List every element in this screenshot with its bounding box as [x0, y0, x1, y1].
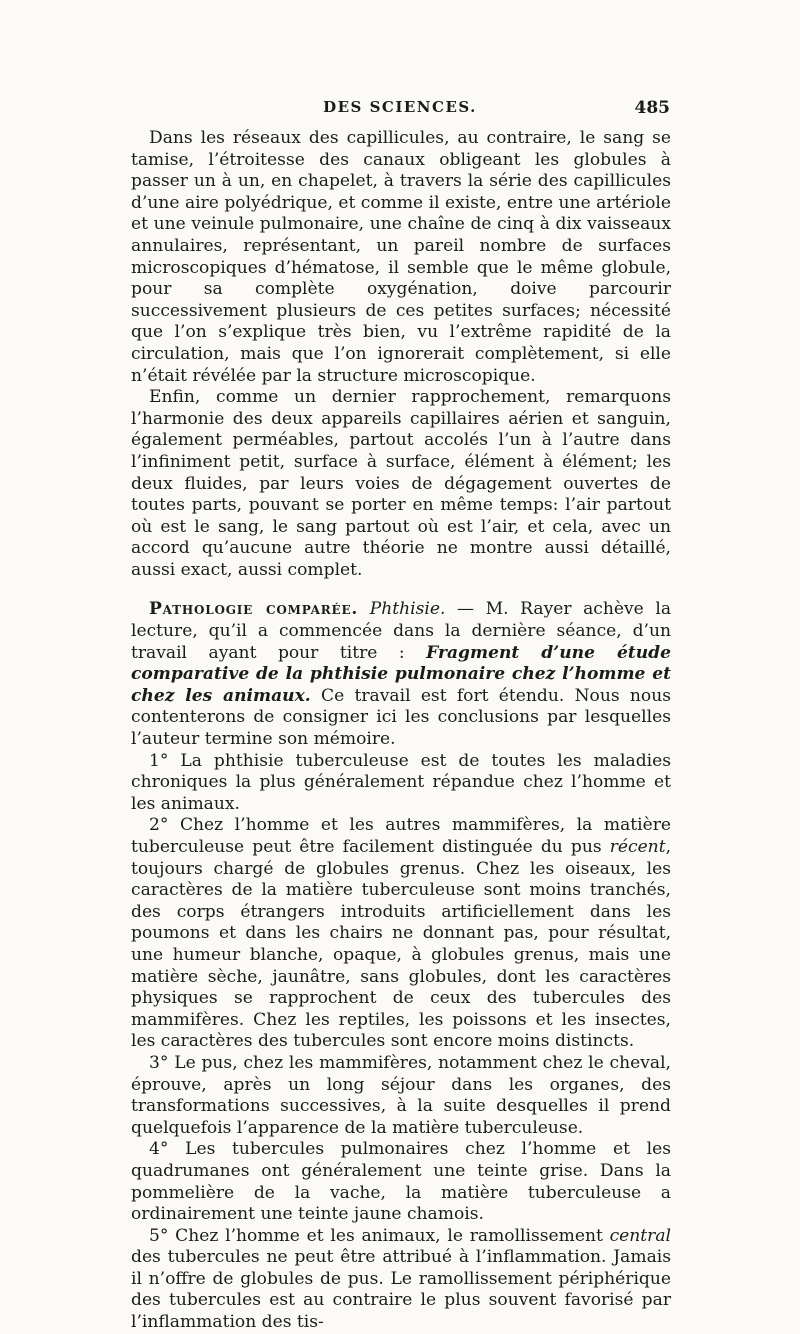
paragraph-harmonie: Enfin, comme un dernier rapprochement, remarquons l’harmonie des deux appareils capillaires aérien et sanguin, également perméables, partout accolés l’un à l’autre dans l’infiniment petit, surface à surface, élément à élément; les deux fluides, par leurs voies de dégagement ouvertes de toutes parts, pouvant se porter en même temps: l’air partout où est le sang, le sang partout où est l’air, et cela, avec un accord qu’aucune autre théorie ne montre aussi détaillé, aussi exact, aussi complet. [131, 387, 671, 580]
conclusion-2-text: 2° Chez l’homme et les autres mammifères, la matière tuberculeuse peut être facilement distinguée du pus [131, 815, 671, 857]
paragraph-capillicules: Dans les réseaux des capillicules, au contraire, le sang se tamise, l’étroitesse des canaux obligeant les globules à passer un à un, en chapelet, à travers la série des capillicules d’une aire polyédrique, et comme il existe, entre une artériole et une veinule pulmonaire, une chaîne de cinq à dix vaisseaux annulaires, représentant, un pareil nombre de surfaces microscopiques d’hématose, il semble que le même globule, pour sa complète oxygénation, doive parcourir successivement plusieurs de ces petites surfaces; nécessité que l’on s’explique très bien, vu l’extrême rapidité de la circulation, mais que l’on ignorerait complètement, si elle n’était révélée par la structure microscopique. [131, 128, 671, 386]
section-intro [131, 599, 671, 750]
conclusion-5-text-end: des tubercules ne peut être attribué à l’inflammation. Jamais il n’offre de globules de pus. Le ramollissement périphérique des tubercules est au contraire le plus souvent favorisé par l’inflammation des tis- [131, 1247, 671, 1333]
page-header [130, 98, 670, 122]
conclusion-4: 4° Les tubercules pulmonaires chez l’homme et les quadrumanes ont généralement une teinte grise. Dans la pommelière de la vache, la matière tuberculeuse a ordinairement une teinte jaune chamois. [131, 1139, 671, 1225]
conclusion-2-emphasis: récent [609, 837, 666, 857]
conclusion-5 [131, 1226, 671, 1334]
page-body [131, 128, 671, 1334]
section-heading: Pathologie comparée. [149, 599, 359, 620]
conclusion-5-emphasis: central [609, 1225, 671, 1246]
page-number: 485 [634, 98, 670, 118]
section-intro-text: — M. Rayer achève la lecture, qu’il a commencée dans la dernière séance, d’un travail ayant pour titre : [131, 599, 672, 663]
section-gap [131, 581, 671, 599]
conclusion-2 [131, 815, 671, 1053]
work-title: Fragment d’une étude comparative de la phthisie pulmonaire chez l’homme et chez les animaux. [131, 642, 671, 706]
conclusion-2-text-end: , toujours chargé de globules grenus. Chez les oiseaux, les caractères de la matière tuberculeuse sont moins tranchés, des corps étrangers introduits artificiellement dans les poumons et dans les chairs ne donnant pas, pour résultat, une humeur blanche, opaque, à globules grenus, mais une matière sèche, jaunâtre, sans globules, dont les caractères physiques se rapprochent de ceux des tubercules des mammifères. Chez les reptiles, les poissons et les insectes, les caractères des tubercules sont encore moins distincts. [131, 837, 671, 1052]
conclusion-3: 3° Le pus, chez les mammifères, notamment chez le cheval, éprouve, après un long séjour dans les organes, des transformations successives, à la suite desquelles il prend quelquefois l’apparence de la matière tuberculeuse. [131, 1052, 671, 1138]
section-subject: Phthisie. [369, 599, 446, 620]
section-intro-end: Ce travail est fort étendu. Nous nous contenterons de consigner ici les conclusions par lesquelles l’auteur termine son mémoire. [131, 685, 671, 750]
conclusion-1: 1° La phthisie tuberculeuse est de toutes les maladies chroniques la plus généralement répandue chez l’homme et les animaux. [131, 750, 671, 814]
running-head: DES SCIENCES. [323, 98, 477, 116]
conclusion-5-text: 5° Chez l’homme et les animaux, le ramollissement [149, 1225, 610, 1246]
